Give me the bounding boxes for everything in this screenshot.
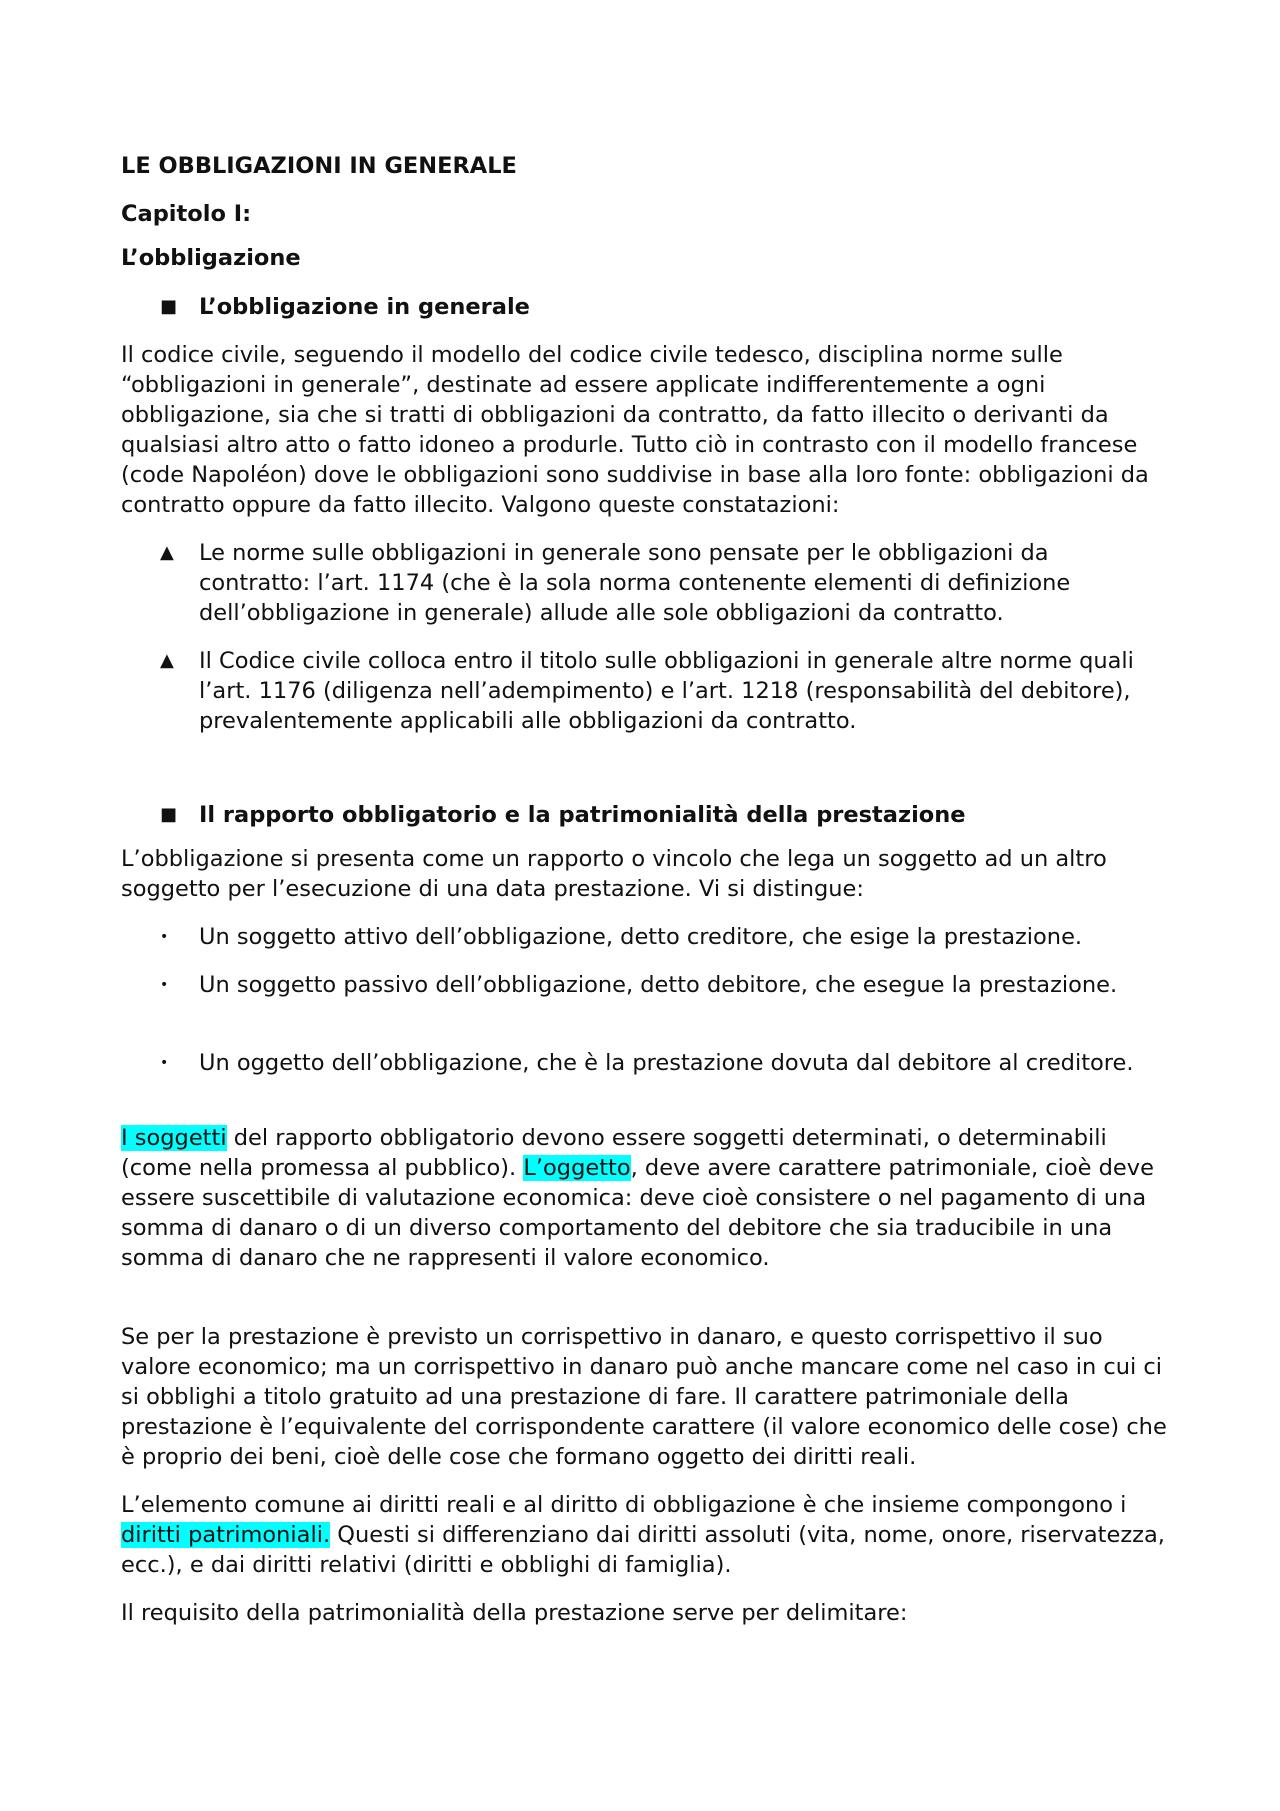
- list-item: Le norme sulle obbligazioni in generale sono pensate per le obbligazioni da contratto: l’art. 1174 (che è la sola norma contenente elementi di definizione dell’obbligazione in generale) allude alle sole obbligazioni da contratto.: [199, 540, 1071, 626]
- paragraph: Il codice civile, seguendo il modello del codice civile tedesco, disciplina norme sulle “obbligazioni in generale”, destinate ad essere applicate indifferentemente a ogni obbligazione, sia che si tratti di obbligazioni da contratto, da fatto illecito o derivanti da qualsiasi altro atto o fatto idoneo a produrle. Tutto ciò in contrasto con il modello francese (code Napoléon) dove le obbligazioni sono suddivise in base alla loro fonte: obbligazioni da contratto oppure da fatto illecito. Valgono queste constatazioni:: [121, 342, 1149, 518]
- chapter-title: L’obbligazione: [121, 245, 301, 271]
- dot-bullet-icon: •: [160, 1055, 169, 1071]
- list-item: Un soggetto passivo dell’obbligazione, detto debitore, che esegue la prestazione.: [199, 972, 1118, 998]
- chapter-number: Capitolo I:: [121, 201, 252, 227]
- square-bullet-icon: ■: [160, 804, 178, 825]
- text: L’elemento comune ai diritti reali e al diritto di obbligazione è che insieme compongono i: [121, 1492, 1127, 1518]
- paragraph: [121, 1490, 1171, 1580]
- list-item: Un soggetto attivo dell’obbligazione, detto creditore, che esige la prestazione.: [199, 924, 1083, 950]
- section-heading: L’obbligazione in generale: [199, 294, 530, 320]
- dot-bullet-icon: •: [160, 929, 169, 945]
- triangle-bullet-icon: ▲: [160, 650, 174, 671]
- square-bullet-icon: ■: [160, 296, 178, 317]
- paragraph: Il requisito della patrimonialità della prestazione serve per delimitare:: [121, 1600, 908, 1626]
- list-item: Il Codice civile colloca entro il titolo sulle obbligazioni in generale altre norme quali l’art. 1176 (diligenza nell’adempimento) e l’art. 1218 (responsabilità del debitore), prevalentemente applicabili alle obbligazioni da contratto.: [199, 648, 1134, 734]
- triangle-bullet-icon: ▲: [160, 542, 174, 563]
- text: del rapporto obbligatorio devono essere soggetti determinati, o determinabili (come nella promessa al pubblico).: [121, 1125, 1107, 1181]
- highlighted-text: I soggetti: [121, 1125, 227, 1151]
- document-title: LE OBBLIGAZIONI IN GENERALE: [121, 153, 517, 179]
- paragraph: L’obbligazione si presenta come un rapporto o vincolo che lega un soggetto ad un altro soggetto per l’esecuzione di una data prestazione. Vi si distingue:: [121, 846, 1107, 902]
- dot-bullet-icon: •: [160, 977, 169, 993]
- text: Questi si differenziano dai diritti assoluti (vita, nome, onore, riservatezza, ecc.), e dai diritti relativi (diritti e obblighi di famiglia).: [121, 1522, 1165, 1578]
- section-heading: Il rapporto obbligatorio e la patrimonialità della prestazione: [199, 802, 966, 828]
- paragraph: Se per la prestazione è previsto un corrispettivo in danaro, e questo corrispettivo il suo valore economico; ma un corrispettivo in danaro può anche mancare come nel caso in cui ci si obblighi a titolo gratuito ad una prestazione di fare. Il carattere patrimoniale della prestazione è l’equivalente del corrispondente carattere (il valore economico delle cose) che è proprio dei beni, cioè delle cose che formano oggetto dei diritti reali.: [121, 1324, 1167, 1470]
- highlighted-text: L’oggetto: [523, 1155, 631, 1181]
- paragraph: [121, 1123, 1171, 1273]
- list-item: Un oggetto dell’obbligazione, che è la prestazione dovuta dal debitore al creditore.: [199, 1050, 1134, 1076]
- text: , deve avere carattere patrimoniale, cioè deve essere suscettibile di valutazione economica: deve cioè consistere o nel pagamento di una somma di danaro o di un diverso comportamento del debitore che sia traducibile in una somma di danaro che ne rappresenti il valore economico.: [121, 1155, 1154, 1271]
- highlighted-text: diritti patrimoniali.: [121, 1522, 331, 1548]
